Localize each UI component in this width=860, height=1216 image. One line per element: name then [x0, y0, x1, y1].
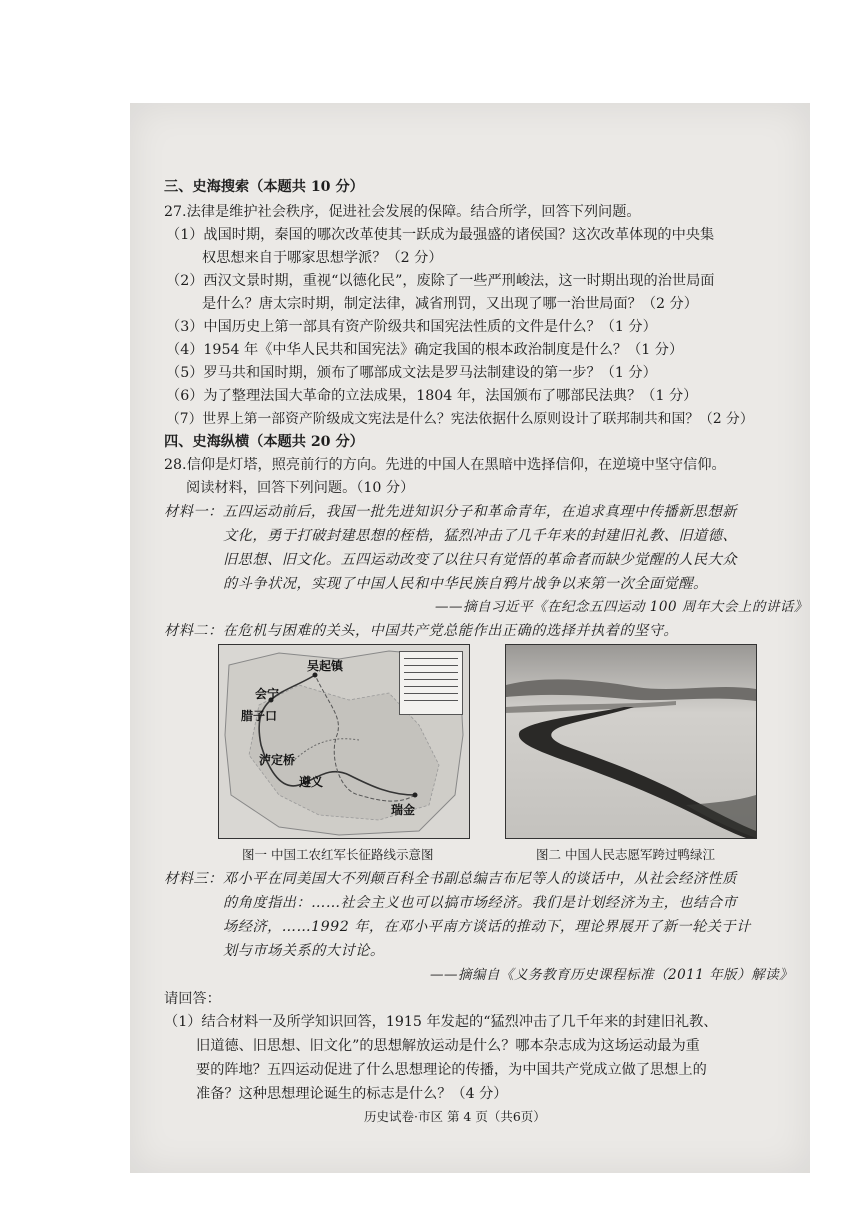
q27-item: （7）世界上第一部资产阶级成文宪法是什么？宪法依据什么原则设计了联邦制共和国？（2 分） [166, 411, 754, 427]
figure1-caption: 图一 中国工农红军长征路线示意图 [242, 847, 434, 862]
question-28-stem: 28.信仰是灯塔，照亮前行的方向。先进的中国人在黑暗中选择信仰，在逆境中坚守信仰。 [164, 457, 726, 473]
q27-item: 权思想来自于哪家思想学派？（2 分） [202, 250, 443, 266]
map-label: 遵义 [299, 775, 324, 789]
yalu-river-photo [505, 644, 757, 839]
q28-sub1-line: 旧道德、旧思想、旧文化”的思想解放运动是什么？哪本杂志成为这场运动最为重 [196, 1038, 700, 1054]
map-label: 腊子口 [241, 709, 278, 723]
material1-line: 旧思想、旧文化。五四运动改变了以往只有觉悟的革命者而缺少觉醒的人民大众 [223, 552, 738, 568]
material3-line: 材料三：邓小平在同美国大不列颠百科全书副总编吉布尼等人的谈话中，从社会经济性质 [164, 871, 737, 887]
ask-label: 请回答： [164, 991, 221, 1007]
material3-line: 的角度指出：……社会主义也可以搞市场经济。我们是计划经济为主，也结合市 [223, 895, 738, 911]
map-label: 会宁 [255, 687, 280, 701]
material1-source: ——摘自习近平《在纪念五四运动 100 周年大会上的讲话》 [435, 599, 808, 615]
material3-line: 场经济，……1992 年，在邓小平南方谈话的推动下，理论界展开了新一轮关于计 [223, 919, 751, 935]
material2-text: 材料二：在危机与困难的关头，中国共产党总能作出正确的选择并执着的坚守。 [164, 623, 679, 639]
material1-line: 材料一：五四运动前后，我国一批先进知识分子和革命青年，在追求真理中传播新思想新 [164, 504, 737, 520]
material3-line: 划与市场关系的大讨论。 [223, 943, 385, 959]
map-legend [399, 651, 463, 715]
q27-item: （2）西汉文景时期，重视“以德化民”，废除了一些严刑峻法，这一时期出现的治世局面 [166, 273, 715, 289]
section4-title: 四、史海纵横（本题共 20 分） [164, 434, 364, 450]
q28-sub1-line: （1）结合材料一及所学知识回答，1915 年发起的“猛烈冲击了几千年来的封建旧礼教、 [164, 1014, 718, 1030]
q27-item: （5）罗马共和国时期，颁布了哪部成文法是罗马法制建设的第一步？（1 分） [166, 365, 657, 381]
material1-line: 的斗争状况，实现了中国人民和中华民族自鸦片战争以来第一次全面觉醒。 [223, 576, 708, 592]
page-footer: 历史试卷·市区 第 4 页（共6页） [364, 1109, 546, 1124]
material3-source: ——摘编自《义务教育历史课程标准（2011 年版）解读》 [430, 967, 794, 983]
long-march-map [218, 644, 470, 839]
q27-item: （3）中国历史上第一部具有资产阶级共和国宪法性质的文件是什么？（1 分） [166, 319, 657, 335]
map-label: 吴起镇 [307, 659, 344, 673]
question-28-stem: 阅读材料，回答下列问题。（10 分） [186, 480, 415, 496]
question-27-stem: 27.法律是维护社会秩序，促进社会发展的保障。结合所学，回答下列问题。 [164, 204, 641, 220]
q27-item: （1）战国时期，秦国的哪次改革使其一跃成为最强盛的诸侯国？这次改革体现的中央集 [166, 227, 715, 243]
material1-line: 文化，勇于打破封建思想的桎梏，猛烈冲击了几千年来的封建旧礼教、旧道德、 [223, 528, 738, 544]
section3-title: 三、史海搜索（本题共 10 分） [164, 179, 364, 195]
photo-drawing [506, 645, 756, 838]
q28-sub1-line: 要的阵地？五四运动促进了什么思想理论的传播，为中国共产党成立做了思想上的 [196, 1062, 707, 1078]
q28-sub1-line: 准备？这种思想理论诞生的标志是什么？（4 分） [196, 1086, 508, 1102]
map-label: 泸定桥 [259, 753, 296, 767]
q27-item: （6）为了整理法国大革命的立法成果，1804 年，法国颁布了哪部民法典？（1 分） [166, 388, 698, 404]
map-label: 瑞金 [391, 803, 416, 817]
q27-item: 是什么？唐太宗时期，制定法律，减省刑罚，又出现了哪一治世局面？（2 分） [202, 296, 698, 312]
exam-page [130, 103, 810, 1173]
q27-item: （4）1954 年《中华人民共和国宪法》确定我国的根本政治制度是什么？（1 分） [166, 342, 684, 358]
figure2-caption: 图二 中国人民志愿军跨过鸭绿江 [536, 847, 715, 862]
